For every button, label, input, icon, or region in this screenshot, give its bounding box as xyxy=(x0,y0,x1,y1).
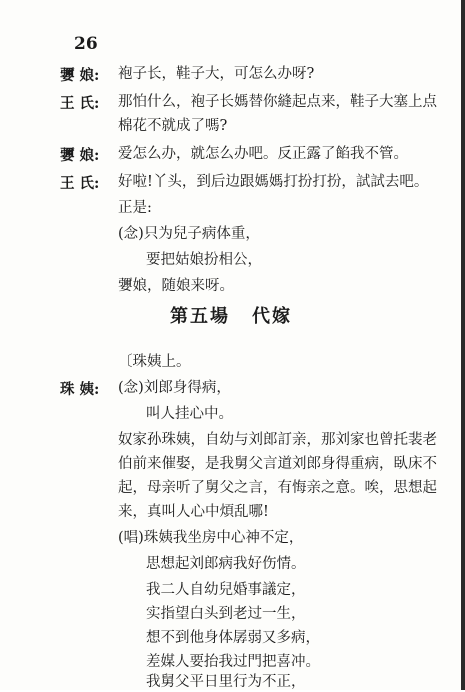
speech-line: 实指望白头到老过一生， xyxy=(146,606,306,622)
verse-line: (念)只为兒子病体重， xyxy=(118,226,260,242)
speaker-label: 珠 姨: xyxy=(60,381,100,398)
speech-line: (唱)珠姨我坐房中心神不定， xyxy=(118,530,304,546)
dialogue-line: 那怕什么，袍子长媽替你縫起点来，鞋子大塞上点 xyxy=(118,94,437,110)
speech-line: 我舅父平日里行为不正， xyxy=(146,674,306,690)
page-edge-shadow xyxy=(461,0,465,690)
dialogue-line: 好啦!丫头，到后边跟媽媽打扮打扮，試試去吧。 xyxy=(118,174,429,190)
verse-line: 正是: xyxy=(118,200,152,216)
dialogue-line: 棉花不就成了嗎? xyxy=(118,118,228,134)
dialogue-line: 爱怎么办，就怎么办吧。反正露了餡我不管。 xyxy=(118,146,408,162)
speaker-label: 王 氏: xyxy=(60,175,100,192)
page-number: 26 xyxy=(74,34,98,54)
speech-line: 我二人自幼兒婚事議定， xyxy=(146,582,306,598)
speech-line: 叫人挂心中。 xyxy=(146,406,233,422)
speech-line: 思想起刘郎病我好伤情。 xyxy=(146,556,306,572)
stage-direction: 〔珠姨上。 xyxy=(118,354,191,370)
scene-title xyxy=(170,302,292,328)
speech-line: 想不到他身体孱弱又多病， xyxy=(146,630,320,646)
verse-line: 㜷娘，随娘来呀。 xyxy=(118,278,234,294)
speaker-label: 㜷 娘: xyxy=(60,147,100,164)
speech-line: 奴家孙珠姨，自幼与刘郎訂亲，那刘家也曾托裴老 xyxy=(118,432,437,448)
verse-line: 要把姑娘扮相公， xyxy=(146,252,262,268)
speech-line: 来，真叫人心中煩乱哪! xyxy=(118,504,269,520)
speaker-label: 王 氏: xyxy=(60,95,100,112)
speaker-label: 㜷 娘: xyxy=(60,67,100,84)
dialogue-line: 袍子长，鞋子大，可怎么办呀? xyxy=(118,66,315,82)
speech-line: 伯前来催娶，是我舅父言道刘郎身得重病，臥床不 xyxy=(118,456,437,472)
scene-name: 代嫁 xyxy=(252,306,292,327)
speech-line: 差媒人要抬我过門把喜冲。 xyxy=(146,654,320,670)
speech-line: 起，母亲听了舅父之言，有悔亲之意。唉，思想起 xyxy=(118,480,437,496)
scene-number: 第五場 xyxy=(170,306,230,327)
speech-line: (念)刘郎身得病， xyxy=(118,380,231,396)
